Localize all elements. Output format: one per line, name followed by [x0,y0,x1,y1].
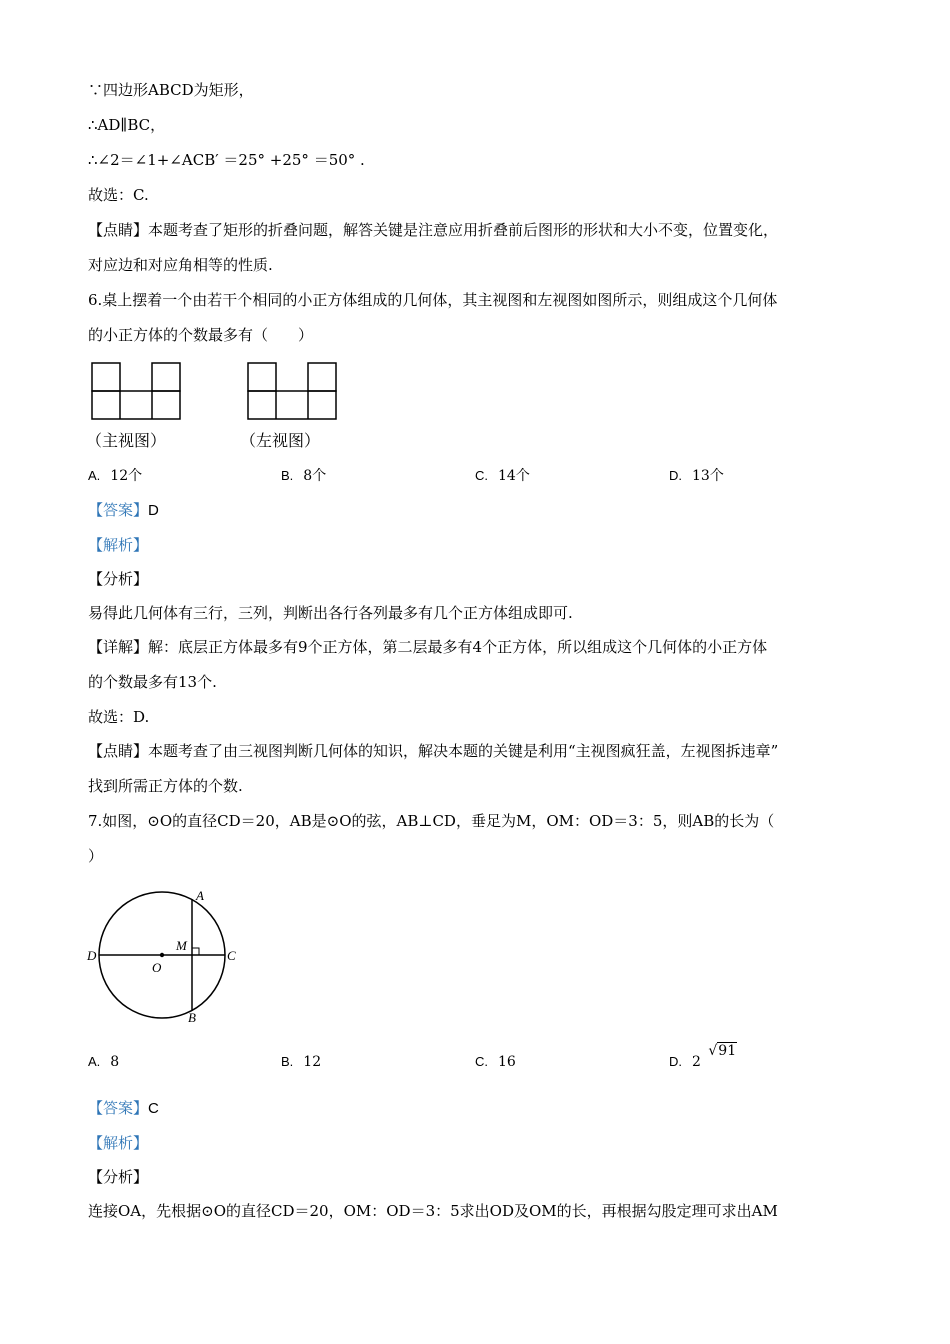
answer-value: C [148,1100,159,1117]
q7-option-b[interactable] [281,1052,321,1072]
front-view-figure [88,360,186,424]
q6-detail-line-2: 的个数最多有13个. [88,673,217,691]
label-b: B [188,1010,196,1025]
question-7-line-1: 7.如图，⊙O的直径CD＝20，AB是⊙O的弦，AB⊥CD，垂足为M，OM：OD＝3：5，则AB的长为（ [88,812,775,830]
option-text: 12 [303,1054,322,1070]
q6-option-c[interactable] [475,466,530,486]
q6-comment-line-1: 【点睛】本题考查了由三视图判断几何体的知识，解决本题的关键是利用“主视图疯狂盖，左视图拆违章” [88,742,779,760]
label-o: O [152,960,162,975]
option-text: 13个 [692,468,724,484]
q6-analysis-tag: 【解析】 [88,536,149,554]
sqrt-sign: √ [708,1043,718,1059]
comment-line-1: 【点睛】本题考查了矩形的折叠问题，解答关键是注意应用折叠前后图形的形状和大小不变，位置变化， [88,221,779,239]
q6-option-a[interactable] [88,466,142,486]
option-letter: B. [281,468,294,483]
question-6-line-2: 的小正方体的个数最多有（ ） [88,326,314,344]
option-text: 8 [110,1054,120,1070]
label-c: C [227,948,236,963]
option-letter: C. [475,468,488,483]
sqrt-expression [708,1043,737,1059]
q7-fenxi-tag: 【分析】 [88,1168,149,1186]
q7-option-c[interactable] [475,1052,516,1072]
option-letter: A. [88,1054,101,1069]
option-letter: B. [281,1054,294,1069]
q6-option-d[interactable] [669,466,724,486]
label-a: A [196,888,204,903]
option-letter: A. [88,468,101,483]
proof-line-3: ∴∠2＝∠1+∠ACB′ ＝25° +25° ＝50° . [88,151,365,169]
answer-value: D [148,502,159,519]
left-view-figure [244,360,342,424]
label-d: D [87,948,97,963]
q6-choose: 故选：D. [88,708,150,726]
sqrt-radicand: 91 [718,1043,737,1059]
option-letter: D. [669,468,682,483]
label-m: M [176,938,187,953]
option-text: 8个 [303,468,327,484]
q7-answer [88,1098,159,1119]
q6-answer [88,500,159,521]
q6-detail-line-1: 【详解】解：底层正方体最多有9个正方体，第二层最多有4个正方体，所以组成这个几何体的小正方体 [88,638,768,656]
q6-fenxi-text: 易得此几何体有三行，三列，判断出各行各列最多有几个正方体组成即可. [88,604,573,622]
question-6-line-1: 6.桌上摆着一个由若干个相同的小正方体组成的几何体，其主视图和左视图如图所示，则组成这个几何体 [88,291,778,309]
option-text: 14个 [498,468,530,484]
question-7-line-2: ） [88,847,104,865]
comment-line-2: 对应边和对应角相等的性质. [88,256,273,274]
proof-line-1: ∵四边形ABCD为矩形， [88,81,254,99]
left-view-label: （左视图） [240,433,321,450]
circle-figure [84,882,244,1027]
option-text: 2 [692,1054,701,1070]
q6-comment-line-2: 找到所需正方体的个数. [88,777,243,795]
q7-option-a[interactable] [88,1052,119,1072]
q7-analysis-tag: 【解析】 [88,1134,149,1152]
answer-tag: 【答案】 [88,1099,149,1117]
answer-tag: 【答案】 [88,501,149,519]
proof-line-2: ∴AD∥BC， [88,116,166,134]
center-point-o [160,953,164,957]
option-letter: C. [475,1054,488,1069]
front-view-label: （主视图） [86,433,167,450]
choose-line: 故选：C. [88,186,149,204]
option-letter: D. [669,1054,682,1069]
option-text: 12个 [110,468,143,484]
q7-fenxi-text: 连接OA，先根据⊙O的直径CD＝20，OM：OD＝3：5求出OD及OM的长，再根据勾股定理可求出AM [88,1202,778,1220]
q7-option-d[interactable] [669,1043,737,1072]
option-text: 16 [498,1054,516,1070]
q6-option-b[interactable] [281,466,326,486]
q6-fenxi-tag: 【分析】 [88,570,149,588]
